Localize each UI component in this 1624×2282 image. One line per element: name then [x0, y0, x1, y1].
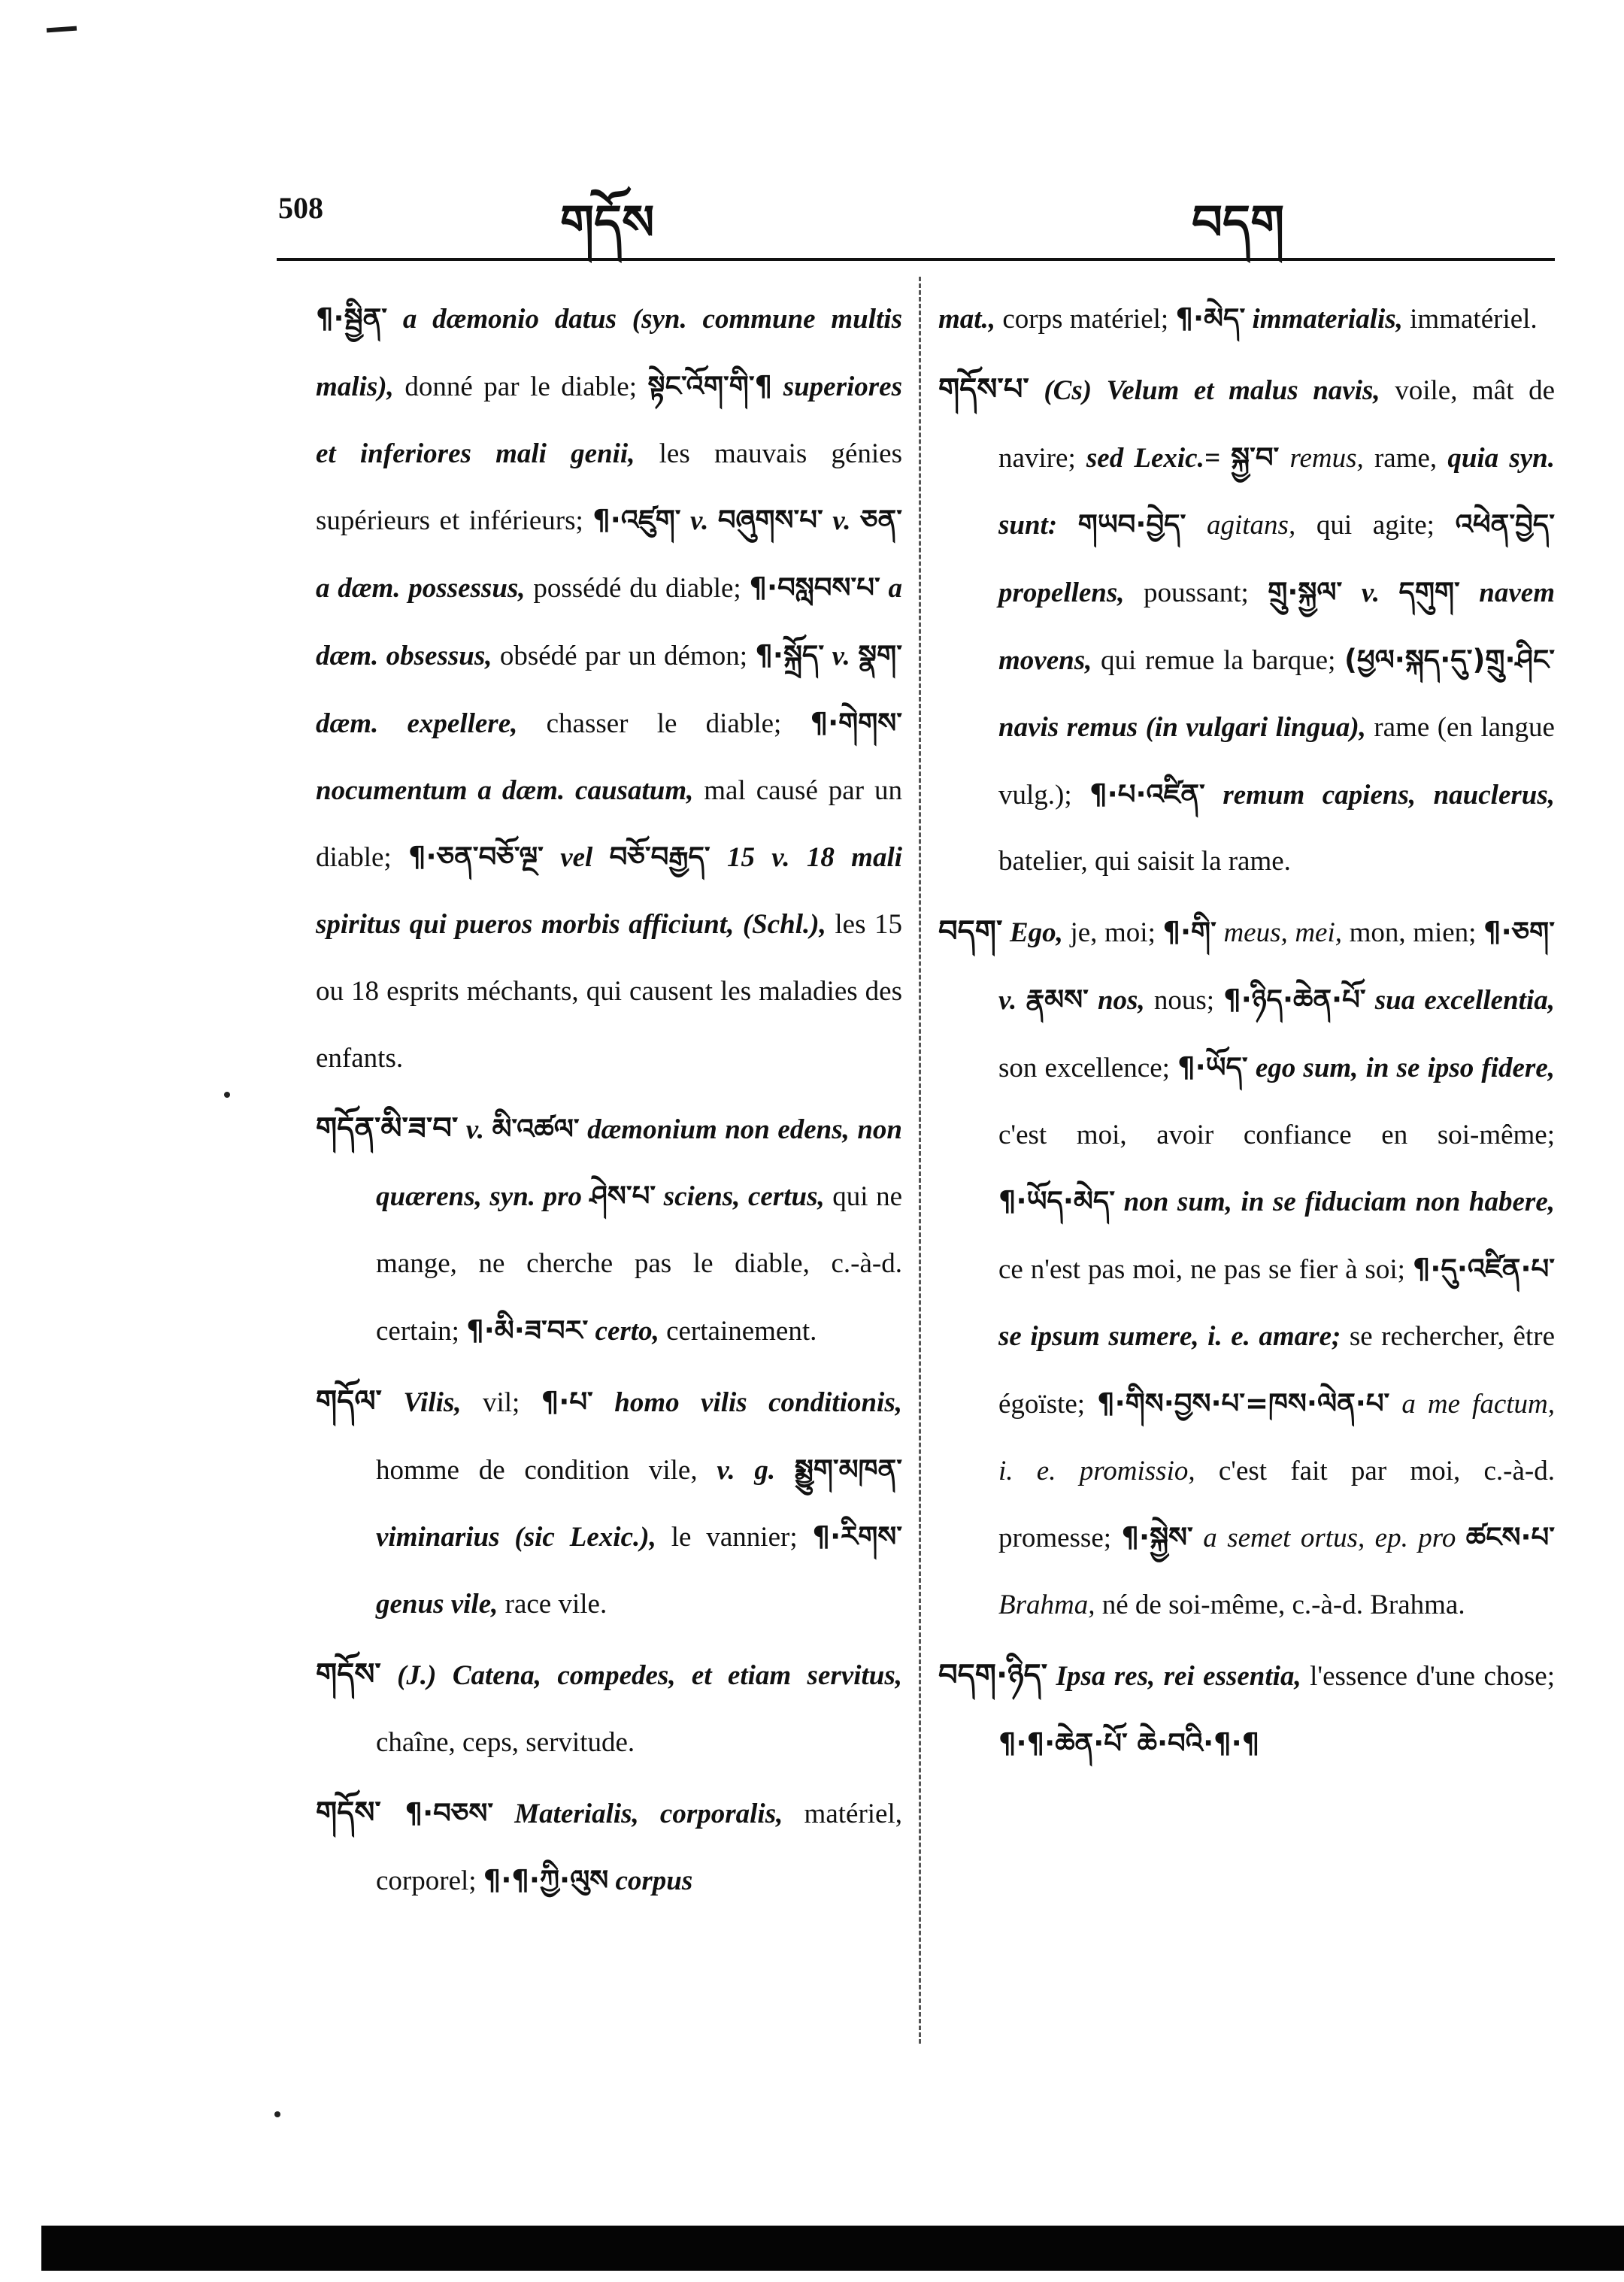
tibetan-text: བཞུགས་པ་ — [717, 504, 823, 537]
latin-gloss: dæm. expellere, — [316, 708, 518, 739]
french-gloss: se rechercher, être égoïste; — [998, 1320, 1555, 1420]
latin-gloss: sed Lexic.= — [1086, 442, 1232, 474]
tibetan-text: ¶·སྐྲོད་ — [755, 638, 825, 671]
latin-gloss: a dæm. obsessus, — [316, 573, 903, 671]
tibetan-text: དགུག་ — [1398, 576, 1460, 609]
french-gloss: ce n'est pas moi, ne pas se fier à soi; — [998, 1254, 1413, 1286]
headword: གདོས་ — [316, 1656, 381, 1692]
latin-gloss: viminarius (sic Lexic.), — [376, 1522, 656, 1553]
headword: གདོས་ — [316, 1795, 381, 1830]
page-number: 508 — [278, 191, 323, 225]
tibetan-text: ¶·དུ·འཛིན·པ་ — [1412, 1253, 1555, 1286]
tibetan-text: མི་འཚལ་ — [492, 1112, 580, 1145]
latin-gloss: ego sum, in se ipso fidere, — [1247, 1052, 1555, 1083]
french-gloss: batelier, qui saisit la rame. — [998, 846, 1291, 877]
scan-speck — [274, 2111, 280, 2117]
tibetan-text: ¶·སྦྱིན་ — [316, 302, 388, 335]
latin-gloss: dæmonium non edens, non quærens, syn. pro — [376, 1114, 902, 1213]
tibetan-text: ཚངས·པ་ — [1465, 1521, 1555, 1554]
french-gloss: qui ne mange, ne cherche pas le diable, c.-à-d. certain; — [376, 1181, 902, 1347]
tibetan-text: ¶·ཅག་ — [1483, 916, 1555, 949]
french-gloss: obsédé par un démon; — [492, 640, 756, 671]
french-gloss: rame, — [1363, 442, 1448, 474]
latin-gloss: (J.) Catena, compedes, et etiam servitus, — [380, 1659, 902, 1691]
latin-gloss: mat., — [938, 304, 996, 335]
latin-gloss: vel — [543, 842, 610, 874]
scan-border-bar — [41, 2226, 1624, 2271]
french-gloss: voile, mât de navire; — [998, 374, 1556, 474]
french-gloss: nous; — [1144, 984, 1224, 1016]
french-gloss: qui agite; — [1295, 510, 1456, 541]
latin-gloss: sciens, certus, — [656, 1181, 825, 1213]
latin-gloss: v. — [824, 640, 859, 671]
french-gloss: matériel, corporel; — [376, 1798, 902, 1897]
latin-gloss: a me factum, i. e. promissio, — [998, 1388, 1555, 1486]
latin-gloss: a dæm. possessus, — [316, 573, 526, 605]
latin-gloss: sua excellentia, — [1365, 984, 1555, 1016]
right-column — [938, 286, 1555, 1781]
tibetan-text: ¶·གིས·བྱས·པ་=ཁས·ལེན·པ་ — [1097, 1386, 1390, 1420]
latin-gloss: a dæmonio datus (syn. commune multis malis), — [316, 304, 902, 402]
dictionary-entry — [938, 1642, 1555, 1778]
tibetan-text: ¶·¶·ཆེན·པོ་ ཆེ·བའི·¶·¶ — [998, 1726, 1260, 1759]
latin-gloss: non sum, in se fiduciam non habere, — [1115, 1186, 1555, 1218]
french-gloss: mal causé par un diable; — [316, 774, 902, 874]
latin-gloss: certo, — [588, 1315, 659, 1347]
tibetan-text: ¶·ཉིད·ཆེན·པོ་ — [1223, 983, 1366, 1016]
tibetan-text: ཅན་ — [860, 504, 902, 537]
headword: བདག·ཉིད་ — [938, 1657, 1048, 1693]
french-gloss: né de soi-même, c.-à-d. Brahma. — [1095, 1590, 1465, 1621]
french-gloss: donné par le diable; — [393, 371, 648, 402]
french-gloss: les mauvais génies supérieurs et inférieurs; — [316, 438, 902, 537]
page-header — [0, 169, 1624, 251]
headword: གདོས་པ་ — [938, 371, 1029, 407]
latin-gloss: immaterialis, — [1245, 304, 1403, 335]
tibetan-text: འཕེན་བྱེད་ — [1455, 508, 1555, 541]
latin-gloss: (Cs) Velum et malus navis, — [1029, 374, 1380, 406]
dictionary-entry — [938, 899, 1555, 1639]
tibetan-text: སྣག་ — [858, 638, 902, 671]
scan-speck — [224, 1092, 230, 1098]
header-rule — [277, 258, 1555, 261]
french-gloss: qui remue la barque; — [1092, 644, 1345, 676]
running-head-right: བདག — [1192, 195, 1285, 251]
latin-gloss: homo vilis conditionis, — [592, 1386, 902, 1418]
latin-gloss: quia syn. sunt: — [998, 442, 1555, 541]
latin-gloss: Vilis, — [381, 1386, 462, 1418]
french-gloss: son excellence; — [998, 1052, 1178, 1083]
tibetan-text: ¶·ཡོད·མེད་ — [998, 1185, 1116, 1218]
tibetan-text: སྨྱུག་མཁན་ — [794, 1453, 902, 1486]
tibetan-text: ¶·པ·འཛིན་ — [1089, 777, 1205, 811]
latin-gloss: v. g. — [717, 1454, 795, 1486]
tibetan-text: ¶·སྐྱེས་ — [1121, 1521, 1193, 1554]
tibetan-text: སྐྱ་བ་ — [1231, 441, 1280, 474]
tibetan-text: ¶·¶·ཀྱི·ལུས — [483, 1864, 609, 1897]
french-gloss: c'est fait par moi, c.-à-d. promesse; — [998, 1455, 1555, 1554]
latin-gloss: Brahma, — [998, 1590, 1095, 1621]
dictionary-entry — [316, 1368, 902, 1638]
latin-gloss: remus, — [1279, 442, 1364, 474]
tibetan-text: (ཕྱལ·སྐད·དུ་)གྲུ·ཤིང་ — [1344, 643, 1555, 676]
french-gloss: je, moi; — [1062, 917, 1163, 949]
entry-continuation — [938, 286, 1555, 353]
tibetan-text: ཤེས་པ་ — [589, 1180, 656, 1213]
tibetan-text: ¶·པ་ — [541, 1385, 593, 1418]
tibetan-text: ¶·གི་ — [1162, 916, 1216, 949]
tibetan-text: ¶·མེད་ — [1175, 302, 1246, 335]
tibetan-text: སྟེང་འོག་གི་¶ — [647, 369, 773, 402]
dictionary-entry — [316, 1641, 902, 1777]
latin-gloss: nocumentum a dæm. causatum, — [316, 774, 694, 806]
latin-gloss: navis remus (in vulgari lingua), — [998, 711, 1366, 743]
headword: གདོལ་ — [316, 1383, 382, 1419]
latin-gloss: v. — [458, 1114, 492, 1145]
tibetan-text: ¶·གེགས་ — [810, 706, 902, 739]
latin-gloss: 15 v. 18 mali spiritus qui pueros morbis afficiunt, (Schl.), — [316, 842, 903, 941]
latin-gloss: meus, mei, — [1216, 917, 1342, 949]
latin-gloss: Materialis, corporalis, — [493, 1798, 783, 1829]
french-gloss: immatériel. — [1402, 304, 1538, 335]
french-gloss: mon, mien; — [1342, 917, 1484, 949]
latin-gloss: v. — [823, 505, 860, 537]
column-divider — [919, 277, 921, 2044]
entry-continuation — [316, 286, 902, 1093]
latin-gloss: propellens, — [998, 577, 1125, 609]
french-gloss: chasser le diable; — [517, 708, 810, 739]
tibetan-text: ¶·བསླབས་པ་ — [749, 571, 880, 605]
french-gloss: certainement. — [659, 1315, 817, 1347]
latin-gloss: remum capiens, nauclerus, — [1204, 779, 1555, 811]
latin-gloss: genus vile, — [376, 1589, 498, 1620]
latin-gloss: corpus — [608, 1865, 693, 1897]
tibetan-text: ¶·རིགས་ — [812, 1520, 902, 1553]
latin-gloss: v. — [1342, 577, 1399, 609]
headword: བདག་ — [938, 914, 1003, 950]
latin-gloss: se ipsum sumere, i. e. amare; — [998, 1320, 1341, 1352]
french-gloss: l'essence d'une chose; — [1301, 1660, 1556, 1692]
tibetan-text: ¶·ཡོད་ — [1177, 1050, 1248, 1083]
french-gloss: corps matériel; — [995, 304, 1176, 335]
tibetan-text: རྣམས་ — [1026, 983, 1089, 1016]
tibetan-text: བཅོ་བརྒྱད་ — [609, 841, 710, 874]
french-gloss: chaîne, ceps, servitude. — [376, 1726, 635, 1758]
dictionary-entry — [316, 1780, 902, 1916]
tibetan-text: ¶·བཅས་ — [380, 1796, 494, 1829]
latin-gloss: a semet ortus, ep. pro — [1192, 1523, 1466, 1554]
latin-gloss: agitans, — [1186, 510, 1296, 541]
dictionary-entry — [316, 1096, 902, 1365]
scan-mark — [47, 26, 77, 33]
latin-gloss: Ego, — [1002, 917, 1063, 949]
headword: གདོན་མི་ཟ་བ་ — [316, 1111, 459, 1146]
latin-gloss: Ipsa res, rei essentia, — [1047, 1660, 1301, 1692]
french-gloss: le vannier; — [656, 1522, 813, 1553]
dictionary-entry — [938, 356, 1555, 896]
french-gloss: vil; — [461, 1386, 541, 1418]
left-column — [316, 286, 902, 1918]
french-gloss: c'est moi, avoir confiance en soi-même; — [998, 1119, 1555, 1150]
french-gloss: possédé du diable; — [525, 573, 750, 605]
running-head-left: གདོས — [560, 195, 655, 251]
tibetan-text: གཡབ·བྱེད་ — [1077, 508, 1186, 541]
tibetan-text: གྲུ·སྐྱལ་ — [1268, 576, 1343, 609]
latin-gloss: navem movens, — [998, 577, 1556, 676]
french-gloss: poussant; — [1124, 577, 1268, 609]
tibetan-text: ¶·མི·ཟ་བར་ — [466, 1314, 589, 1347]
french-gloss: homme de condition vile, — [376, 1454, 717, 1486]
latin-gloss: v. — [998, 984, 1026, 1016]
latin-gloss: nos, — [1088, 984, 1145, 1016]
tibetan-text: ¶·ཅན་བཅོ་ལྔ་ — [408, 841, 544, 874]
latin-gloss: v. — [680, 505, 718, 537]
tibetan-text: ¶·འཛུག་ — [592, 504, 681, 537]
french-gloss: race vile. — [498, 1589, 607, 1620]
french-gloss: rame (en langue vulg.); — [998, 711, 1555, 811]
latin-gloss: superiores et inferiores mali genii, — [316, 371, 902, 469]
french-gloss: les 15 ou 18 esprits méchants, qui causent les maladies des enfants. — [316, 909, 902, 1074]
